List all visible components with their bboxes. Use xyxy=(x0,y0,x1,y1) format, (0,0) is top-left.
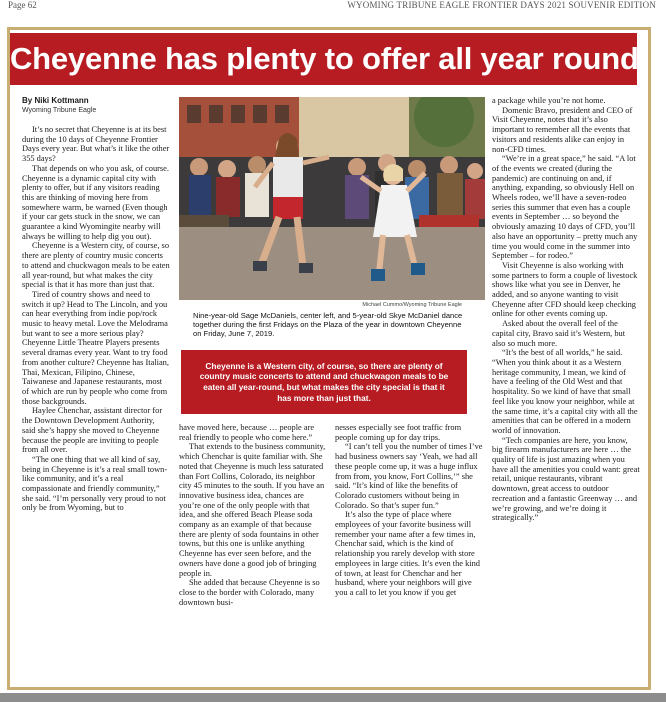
headline: Cheyenne has plenty to offer all year round xyxy=(10,41,639,76)
article-paragraph: It’s no secret that Cheyenne is at its best during the 10 days of Cheyenne Frontier Days every year. But what’s it like the other 355 days? xyxy=(22,125,170,164)
article-column-4 xyxy=(492,96,640,523)
footer-bar xyxy=(0,693,666,702)
byline-author: By Niki Kottmann xyxy=(22,96,89,105)
festival-dance-photo xyxy=(179,97,485,300)
article-paragraph: Visit Cheyenne is also working with some partners to form a couple of livestock shows like what you see in Denver, he added, and so anyone wanting to visit Cheyenne after CFD should keep checking online for other events coming up. xyxy=(492,260,638,319)
article-paragraph: Cheyenne is a Western city, of course, so there are plenty of country music concerts to attend and chuckwagon meals to be eaten all year-round, but what makes the city special is that it has more than just that. xyxy=(22,241,170,290)
page-header xyxy=(0,0,666,12)
article-paragraph: It’s also the type of place where employees of your favorite business will remember your name after a few times in, Chenchar said, which is the kind of relationship you rarely develop with store employees in large cities. It’s even the kind of town, at least for Chenchar and her husband, where your neighbors will give you a call to let you know if you get xyxy=(335,510,480,597)
article-paragraph: “Tech companies are here, you know, big firearm manufacturers are here … the quality of life is just amazing when you have all the amenities you could want: great retail, unique restaurants, vibrant downtown, great access to outdoor recreation and a fantastic Greenway … and we’re growing, and we’re doing it strategically.” xyxy=(492,435,640,523)
byline xyxy=(22,96,96,115)
article-paragraph: have moved here, because … people are real friendly to people who come here.” xyxy=(179,423,315,442)
pull-quote-box xyxy=(181,350,467,414)
article-column-3 xyxy=(335,423,483,598)
article-column-2 xyxy=(179,423,327,607)
headline-banner xyxy=(10,33,637,85)
byline-outlet: Wyoming Tribune Eagle xyxy=(22,107,97,114)
article-paragraph: Asked about the overall feel of the capital city, Bravo said it’s Western, but also so much more. xyxy=(492,319,626,348)
page-number: Page 62 xyxy=(8,0,37,10)
article-paragraph: Haylee Chenchar, assistant director for the Downtown Development Authority, said she’s happy she moved to Cheyenne because the people are inviting to people from all over. xyxy=(22,406,163,455)
edition-title: WYOMING TRIBUNE EAGLE FRONTIER DAYS 2021 SOUVENIR EDITION xyxy=(347,0,656,10)
article-paragraph: a package while you’re not home. xyxy=(492,96,606,105)
article-paragraph: Tired of country shows and need to switch it up? Head to The Lincoln, and you can hear everything from indie pop/rock music to heavy metal. Love the Melodrama but want to see a more serious play? Cheyenne Little Theatre Players presents several dramas every year. Want to try food from another culture? Cheyenne has Italian, Thai, Mexican, Filipino, Chinese, Taiwanese and Japanese restaurants, most of which are run by people who come from those backgrounds. xyxy=(22,289,169,406)
article-paragraph: That depends on who you ask, of course. Cheyenne is a dynamic capital city with plenty to offer, but if any visitors reading this are thinking of moving here from somewhere warm, be warned (Even though if your car gets stuck in the snow, we can guarantee a kind Wyomingite nearby will always be willing to help dig you out). xyxy=(22,163,169,241)
article-paragraph: “It’s the best of all worlds,” he said. “When you think about it as a Western heritage community, I mean, we kind of have a feeling of the Old West and that hospitality. So we kind of have that small feel like you know your neighbor, while at the same time, it’s a capital city with all the amenities that can be offered in a modern world of innovation. xyxy=(492,348,638,435)
article-column-1 xyxy=(22,125,170,513)
pull-quote-text: Cheyenne is a Western city, of course, so there are plenty of country music concerts to attend and chuckwagon meals to be eaten all year-round, but what makes the city special is that it has more than just that. xyxy=(199,360,449,403)
article-paragraph: “We’re in a great space,” he said. “A lot of the events we created (during the pandemic) are continuing on and, if anything, expanding, so obviously Hell on Wheels rodeo, we’ll have a seven-rodeo series this summer that even has a couple events in September … so beyond the obviously amazing 10 days of CFD, you’ll also have an opportunity – pretty much any time you would come in the summer into September – for rodeo.” xyxy=(492,154,638,261)
article-paragraph: “The one thing that we all kind of say, being in Cheyenne is it’s a real small town-like community, and it’s a real compassionate and friendly community,” she said. “I’m personally very proud to not only be from Wyoming, but to xyxy=(22,454,168,513)
article-paragraph: “I can’t tell you the number of times I’ve had business owners say ‘Yeah, we had all these people come up, it was a huge influx from from, you know, Fort Collins,’” she said. “It’s kind of like the benefits of Colorado customers without being in Colorado. So that’s super fun.” xyxy=(335,442,483,510)
article-paragraph: nesses especially see foot traffic from people coming up for day trips. xyxy=(335,423,462,442)
article-paragraph: That extends to the business community, which Chenchar is quite familiar with. She noted that Cheyenne is much less saturated than Fort Collins, Colorado, its neighbor city 45 minutes to the south. If you have an innovative business idea, chances are you’re one of the only people with that idea, and she offered Beach Please soda company as an example of that because there are plenty of soda fountains in other towns, but this one is unlike anything Cheyenne has ever seen before, and the owners have done a good job of bringing people in. xyxy=(179,442,326,578)
article-paragraph: She added that because Cheyenne is so close to the border with Colorado, many downtown busi- xyxy=(179,578,320,607)
photo-credit: Michael Cummo/Wyoming Tribune Eagle xyxy=(362,302,462,308)
photo-caption: Nine-year-old Sage McDaniels, center left, and 5-year-old Skye McDaniel dance together during the first Fridays on the Plaza of the year in downtown Cheyenne on Friday, June 7, 2019. xyxy=(193,311,463,339)
article-paragraph: Domenic Bravo, president and CEO of Visit Cheyenne, notes that it’s also important to remember all the events that visitors and residents alike can enjoy in non-CFD times. xyxy=(492,105,633,154)
